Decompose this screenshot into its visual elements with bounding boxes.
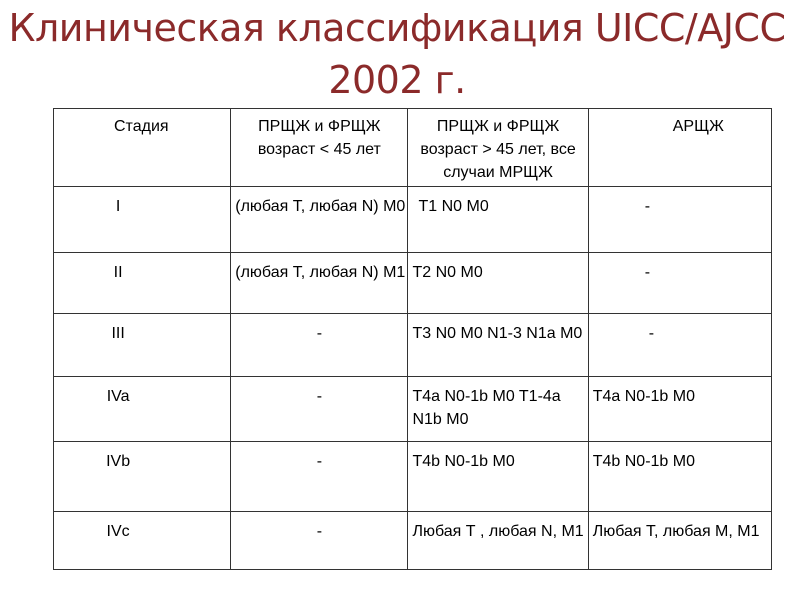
table-cell: T4b N0-1b M0 — [408, 442, 588, 512]
table-row — [54, 253, 772, 314]
stage-cell: IVb — [54, 442, 231, 512]
header-stage: Стадия — [54, 109, 231, 187]
title-line-1: Клиническая классификация UICC/AJCC — [8, 6, 786, 50]
table-row — [54, 187, 772, 253]
table-cell: T4a N0-1b M0 T1-4a N1b M0 — [408, 377, 588, 442]
table-cell: T2 N0 M0 — [408, 253, 588, 314]
table-cell: - — [231, 314, 408, 377]
table-cell: (любая Т, любая N) M1 — [231, 253, 408, 314]
stage-cell: IVa — [54, 377, 231, 442]
table-cell: Любая Т, любая М, M1 — [588, 512, 771, 570]
table-cell: - — [231, 442, 408, 512]
slide-title — [0, 2, 794, 106]
stage-cell: IVc — [54, 512, 231, 570]
table-cell: Любая Т , любая N, M1 — [408, 512, 588, 570]
stage-cell: III — [54, 314, 231, 377]
table-cell: - — [588, 253, 771, 314]
table-cell: T4a N0-1b M0 — [588, 377, 771, 442]
table-cell: T3 N0 M0 N1-3 N1a M0 — [408, 314, 588, 377]
table-row — [54, 512, 772, 570]
title-line-2: 2002 г. — [328, 58, 466, 102]
table-row — [54, 314, 772, 377]
table-cell: T1 N0 M0 — [408, 187, 588, 253]
table-cell: - — [588, 187, 771, 253]
table-row — [54, 442, 772, 512]
table-cell: - — [231, 377, 408, 442]
header-arshzh: АРЩЖ — [588, 109, 771, 187]
stage-cell: II — [54, 253, 231, 314]
classification-table — [53, 108, 772, 570]
header-over-45: ПРЩЖ и ФРЩЖ возраст > 45 лет, все случаи МРЩЖ — [408, 109, 588, 187]
table-cell: (любая Т, любая N) M0 — [231, 187, 408, 253]
table-cell: T4b N0-1b M0 — [588, 442, 771, 512]
table-row — [54, 377, 772, 442]
stage-cell: I — [54, 187, 231, 253]
table-cell: - — [231, 512, 408, 570]
header-under-45: ПРЩЖ и ФРЩЖ возраст < 45 лет — [231, 109, 408, 187]
table-header-row — [54, 109, 772, 187]
table-cell: - — [588, 314, 771, 377]
